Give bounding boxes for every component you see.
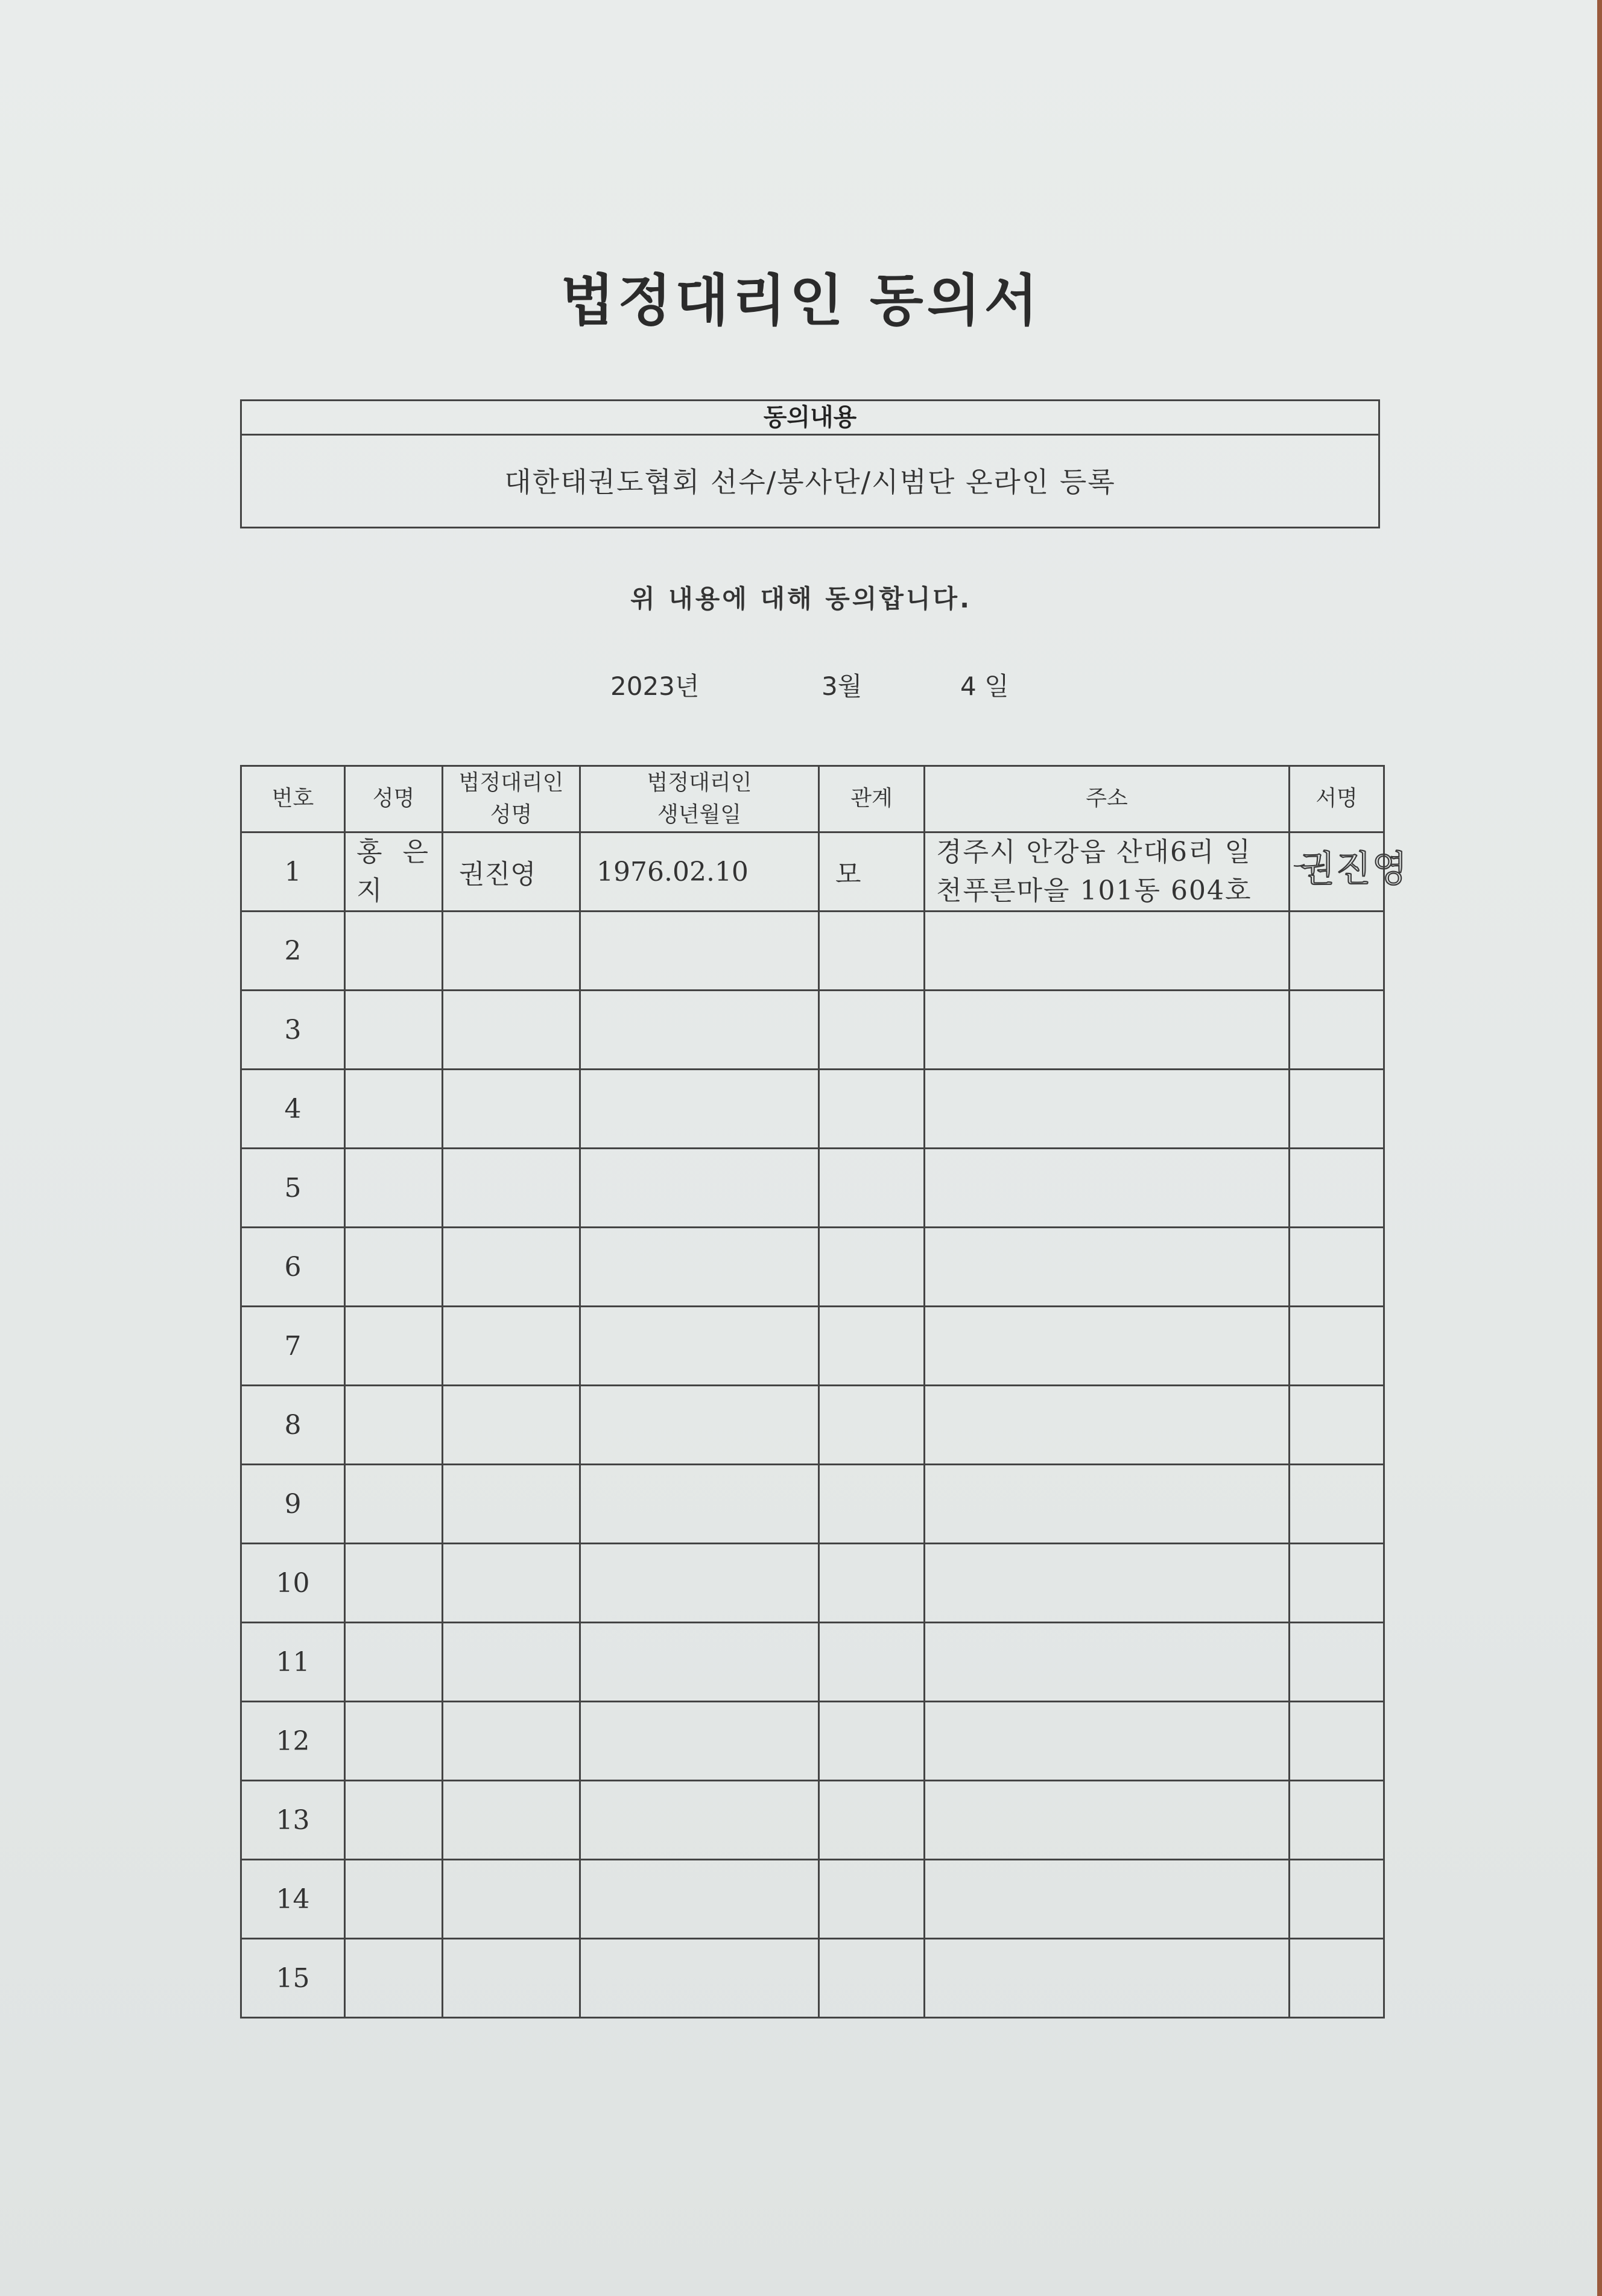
row-address [925,1465,1290,1544]
row-address [925,1070,1290,1149]
row-address [925,1939,1290,2018]
row-guardian-birth [580,1386,819,1465]
document-title: 법정대리인 동의서 [560,268,1042,333]
row-signature [1290,1544,1384,1623]
row-address [925,1781,1290,1860]
row-number: 3 [241,991,345,1070]
row-guardian-birth [580,1544,819,1623]
row-name [345,1307,443,1386]
row-guardian-name [443,1781,580,1860]
header-number: 번호 [241,766,345,832]
row-number: 10 [241,1544,345,1623]
row-name [345,1070,443,1149]
row-name [345,1228,443,1307]
header-address: 주소 [925,766,1290,832]
row-guardian-name [443,1465,580,1544]
date-day: 4 일 [960,671,1009,701]
table-row [241,1149,1384,1228]
table-row [241,1939,1384,2018]
row-guardian-name [443,1939,580,2018]
table-row [241,1070,1384,1149]
header-relation: 관계 [819,766,925,832]
row-address [925,1860,1290,1939]
row-guardian-birth [580,912,819,991]
row-guardian-birth [580,1070,819,1149]
row-signature [1290,1149,1384,1228]
row-guardian-birth [580,1623,819,1702]
row-name [345,1860,443,1939]
row-name [345,1465,443,1544]
row-name [345,1386,443,1465]
row-name-line2: 지 [356,875,388,906]
row-signature [1290,1386,1384,1465]
row-relation [819,1070,925,1149]
row-address [925,1149,1290,1228]
row-address [925,1228,1290,1307]
row-relation [819,1149,925,1228]
row-address [925,832,1290,912]
header-guardian-birth [580,766,819,832]
row-number: 7 [241,1307,345,1386]
table-row [241,1307,1384,1386]
row-name [345,991,443,1070]
row-address [925,1386,1290,1465]
row-guardian-name [443,1623,580,1702]
row-signature [1290,1465,1384,1544]
row-number: 13 [241,1781,345,1860]
header-guardian-name [443,766,580,832]
row-signature [1290,912,1384,991]
row-number: 2 [241,912,345,991]
row-guardian-name [443,991,580,1070]
row-number: 9 [241,1465,345,1544]
row-relation [819,1623,925,1702]
table-row [241,1386,1384,1465]
guardian-table [240,765,1408,2019]
consent-body: 대한태권도협회 선수/봉사단/시범단 온라인 등록 [504,466,1116,498]
row-relation [819,1307,925,1386]
row-guardian-birth [580,1702,819,1781]
row-name [345,1781,443,1860]
consent-header: 동의내용 [242,401,1378,436]
row-relation [819,1465,925,1544]
row-number: 1 [241,832,345,912]
signature-text: 권진영 [1300,848,1408,890]
row-name [345,832,443,912]
table-row [241,1623,1384,1702]
header-name: 성명 [345,766,443,832]
handwritten-signature [1291,842,1408,896]
row-relation [819,912,925,991]
row-relation [819,1228,925,1307]
row-guardian-name [443,1070,580,1149]
header-signature: 서명 [1290,766,1384,832]
header-guardian-birth-line1: 법정대리인 [647,770,752,796]
row-guardian-birth [580,1860,819,1939]
header-guardian-birth-line2: 생년월일 [657,802,742,827]
row-signature [1290,1860,1384,1939]
row-relation [819,1860,925,1939]
row-guardian-name [443,912,580,991]
date-year: 2023년 [610,671,700,701]
row-guardian-birth [580,1307,819,1386]
row-name [345,1939,443,2018]
row-address [925,912,1290,991]
row-relation [819,1702,925,1781]
row-guardian-name [443,1860,580,1939]
row-relation [819,991,925,1070]
row-signature [1290,1623,1384,1702]
row-address-line2: 천푸른마을 101동 604호 [936,875,1252,906]
row-guardian-name [443,1149,580,1228]
row-name-line1: 홍 은 [356,837,434,868]
row-relation [819,1386,925,1465]
row-address [925,1307,1290,1386]
row-guardian-birth [580,1939,819,2018]
row-guardian-name [443,1544,580,1623]
table-row [241,832,1384,912]
row-signature [1290,1307,1384,1386]
row-number: 11 [241,1623,345,1702]
row-guardian-name [443,1307,580,1386]
row-relation [819,1939,925,2018]
row-guardian-birth [580,1228,819,1307]
table-row [241,912,1384,991]
row-number: 14 [241,1860,345,1939]
row-address-line1: 경주시 안강읍 산대6리 일 [936,837,1252,868]
row-guardian-birth [580,1149,819,1228]
table-row [241,1781,1384,1860]
row-signature [1290,1070,1384,1149]
table-row [241,1544,1384,1623]
agreement-statement: 위 내용에 대해 동의합니다. [630,584,972,614]
date-month: 3월 [822,671,863,701]
row-address [925,1623,1290,1702]
row-signature [1290,1228,1384,1307]
row-signature [1290,832,1408,912]
row-number: 15 [241,1939,345,2018]
consent-box [240,399,1380,528]
table-header-row [241,766,1384,832]
row-relation [819,1781,925,1860]
row-number: 6 [241,1228,345,1307]
row-name [345,1623,443,1702]
row-name [345,912,443,991]
row-signature [1290,991,1384,1070]
row-guardian-birth [580,991,819,1070]
header-guardian-name-line2: 성명 [490,802,533,827]
row-number: 5 [241,1149,345,1228]
row-guardian-name [443,1386,580,1465]
row-guardian-name: 권진영 [443,832,580,912]
table-row [241,1465,1384,1544]
row-number: 12 [241,1702,345,1781]
row-guardian-birth: 1976.02.10 [580,832,819,912]
row-signature [1290,1781,1384,1860]
row-name [345,1544,443,1623]
header-guardian-name-line1: 법정대리인 [458,770,564,796]
row-signature [1290,1939,1384,2018]
row-guardian-name [443,1228,580,1307]
row-address [925,1702,1290,1781]
row-name [345,1702,443,1781]
row-relation: 모 [819,832,925,912]
row-guardian-birth [580,1781,819,1860]
table-row [241,1860,1384,1939]
row-guardian-name [443,1702,580,1781]
row-address [925,1544,1290,1623]
row-signature [1290,1702,1384,1781]
table-row [241,991,1384,1070]
table-row [241,1228,1384,1307]
row-relation [819,1544,925,1623]
row-number: 8 [241,1386,345,1465]
table-row [241,1702,1384,1781]
row-name [345,1149,443,1228]
row-guardian-birth [580,1465,819,1544]
row-address [925,991,1290,1070]
row-number: 4 [241,1070,345,1149]
